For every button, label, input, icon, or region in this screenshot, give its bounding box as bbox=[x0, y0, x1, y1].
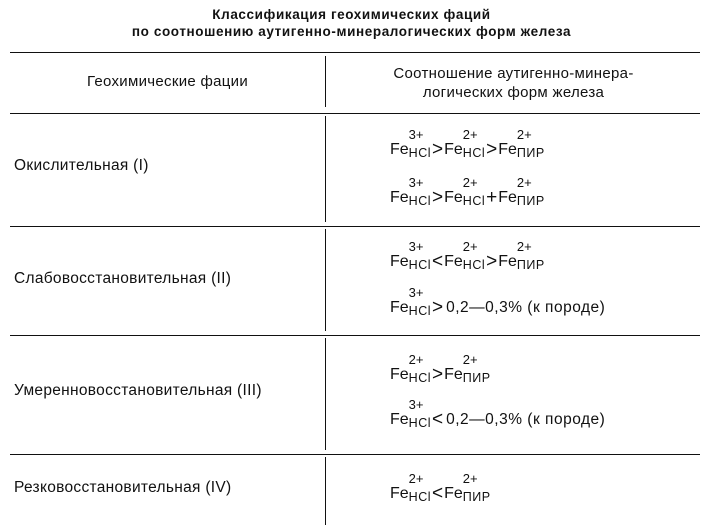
formula-term: Fe 2+ HCl bbox=[444, 127, 486, 160]
formula-operator: < bbox=[432, 251, 444, 272]
column-divider-row-4 bbox=[325, 457, 326, 525]
formula-term: Fe 2+ ПИР bbox=[498, 175, 545, 208]
table-top-rule bbox=[10, 52, 700, 53]
formula-term: Fe 3+ HCl bbox=[390, 175, 432, 208]
column-divider-row-2 bbox=[325, 229, 326, 331]
formula-term: Fe 2+ HCl bbox=[390, 471, 432, 504]
formula-operator: < bbox=[432, 483, 444, 504]
formula-row2-2 bbox=[390, 285, 606, 322]
formula-row2-1 bbox=[390, 239, 545, 276]
formula-operator: + bbox=[486, 187, 498, 208]
formula-row3-1 bbox=[390, 352, 491, 389]
formula-row1-1 bbox=[390, 127, 545, 164]
formula-operator: < bbox=[432, 409, 444, 430]
row-divider-1 bbox=[10, 226, 700, 227]
formula-term: Fe 2+ ПИР bbox=[444, 471, 491, 504]
row-divider-2 bbox=[10, 335, 700, 336]
formula-operator: > bbox=[432, 297, 444, 318]
header-ratio-line-1: Соотношение аутигенно-минера- bbox=[393, 65, 634, 82]
formula-threshold: 0,2—0,3% (к породе) bbox=[446, 299, 606, 316]
header-ratio-line-2: логических форм железа bbox=[422, 84, 605, 101]
facies-moderately-reducing: Умеренновосстановительная (III) bbox=[14, 382, 262, 399]
formula-row1-2 bbox=[390, 175, 545, 212]
header-bottom-rule bbox=[10, 113, 700, 114]
formula-term: Fe 2+ HCl bbox=[444, 175, 486, 208]
formula-operator: > bbox=[432, 139, 444, 160]
formula-term: Fe 2+ ПИР bbox=[498, 239, 545, 272]
title-line-1: Классификация геохимических фаций bbox=[212, 7, 491, 22]
formula-term: Fe 2+ ПИР bbox=[444, 352, 491, 385]
row-divider-3 bbox=[10, 454, 700, 455]
table-title bbox=[0, 6, 703, 40]
column-divider-row-3 bbox=[325, 338, 326, 450]
formula-term: Fe 3+ HCl bbox=[390, 239, 432, 272]
formula-term: Fe 2+ HCl bbox=[390, 352, 432, 385]
facies-weakly-reducing: Слабовосстановительная (II) bbox=[14, 270, 232, 287]
header-column-divider bbox=[325, 56, 326, 107]
formula-term: Fe 3+ HCl bbox=[390, 285, 432, 318]
formula-operator: > bbox=[432, 364, 444, 385]
facies-oxidizing: Окислительная (I) bbox=[14, 157, 149, 174]
formula-row4-1 bbox=[390, 471, 491, 508]
title-line-2: по соотношению аутигенно-минералогических форм железа bbox=[131, 24, 572, 39]
column-divider-row-1 bbox=[325, 116, 326, 222]
facies-strongly-reducing: Резковосстановительная (IV) bbox=[14, 479, 232, 496]
formula-term: Fe 2+ HCl bbox=[444, 239, 486, 272]
formula-term: Fe 2+ ПИР bbox=[498, 127, 545, 160]
formula-operator: > bbox=[486, 139, 498, 160]
formula-term: Fe 3+ HCl bbox=[390, 127, 432, 160]
formula-operator: > bbox=[486, 251, 498, 272]
formula-threshold: 0,2—0,3% (к породе) bbox=[446, 411, 606, 428]
header-ratio bbox=[327, 64, 700, 102]
formula-operator: > bbox=[432, 187, 444, 208]
header-facies: Геохимические фации bbox=[86, 73, 249, 90]
formula-row3-2 bbox=[390, 397, 606, 434]
formula-term: Fe 3+ HCl bbox=[390, 397, 432, 430]
